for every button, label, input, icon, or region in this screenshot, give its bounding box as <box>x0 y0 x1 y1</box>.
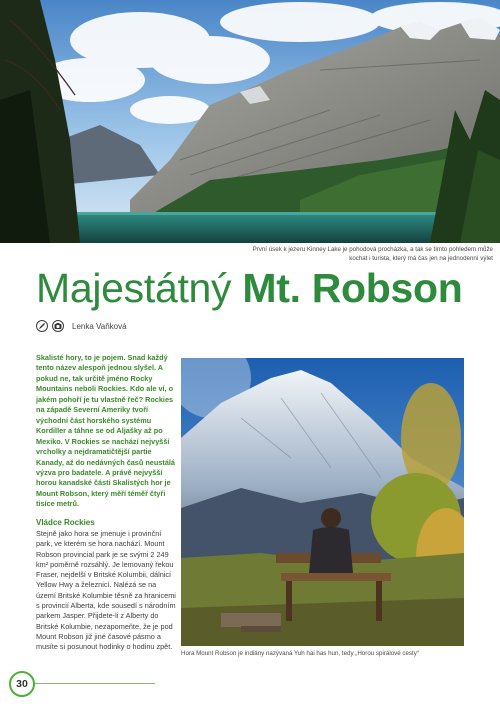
title-light: Majestátný <box>36 265 232 311</box>
photo-mount-robson-bench <box>181 358 464 646</box>
pen-icon <box>36 320 48 332</box>
article-title <box>36 262 463 314</box>
section-heading: Vládce Rockies <box>36 518 95 527</box>
title-bold: Mt. Robson <box>242 265 463 311</box>
hero-caption <box>150 246 493 263</box>
hero-caption-line2: kochat i turista, který má čas jen na jednodenní výlet <box>349 254 493 262</box>
hero-photo-kinney-lake <box>0 0 500 243</box>
section-body: Stejně jako hora se jmenuje i provinční park, ve kterém se hora nachází. Mount Robson provincial park je se svými 2 249 km² poměrně rozsáhlý. Je lemovaný řekou Fraser, nejdelší v Britské Kolumbii, dálnicí Yellow Hwy a železnicí. Nalézá se na území Britské Kolumbie těsně za hranicemi s provincií Alberta, kde sousedí s národním parkem Jasper. Přijdete-li z Alberty do Britské Kolumbie, nezapomeňte, že je pod Mount Robson již jiné časové pásmo a musíte si posunout hodinky o hodinu zpět. <box>36 529 176 652</box>
camera-icon <box>52 320 64 332</box>
page-number: 30 <box>9 671 35 697</box>
hero-caption-line1: První úsek k jezeru Kinney Lake je pohodová procházka, a tak se tímto pohledem může <box>252 246 493 253</box>
photo2-caption: Hora Mount Robson je indiány nazývaná Yuh hai has hun, tedy „Horou spirálové cesty“ <box>181 650 419 657</box>
author-name: Lenka Vaňková <box>72 321 127 331</box>
byline <box>36 319 127 333</box>
lead-paragraph: Skalisté hory, to je pojem. Snad každý tento název alespoň jednou slyšel. A pokud ne, tak určitě jméno Rocky Mountains neboli Rockies. Kdo ale ví, o jakém pohoří je tu vlastně řeč? Rockies na západě Severní Ameriky tvoří východní část horského systému Kordiller a táhne se od Aljašky až po Mexiko. V Rockies se nachází nejvyšší vrcholky a nejdramatičtější partie Kanady, až do nedávných časů neustálá výzva pro badatele. A právě nejvyšší horou kanadské části Skalistých hor je Mount Robson, který měří téměř čtyři tisíce metrů. <box>36 353 175 509</box>
page-footer-line <box>35 683 155 684</box>
